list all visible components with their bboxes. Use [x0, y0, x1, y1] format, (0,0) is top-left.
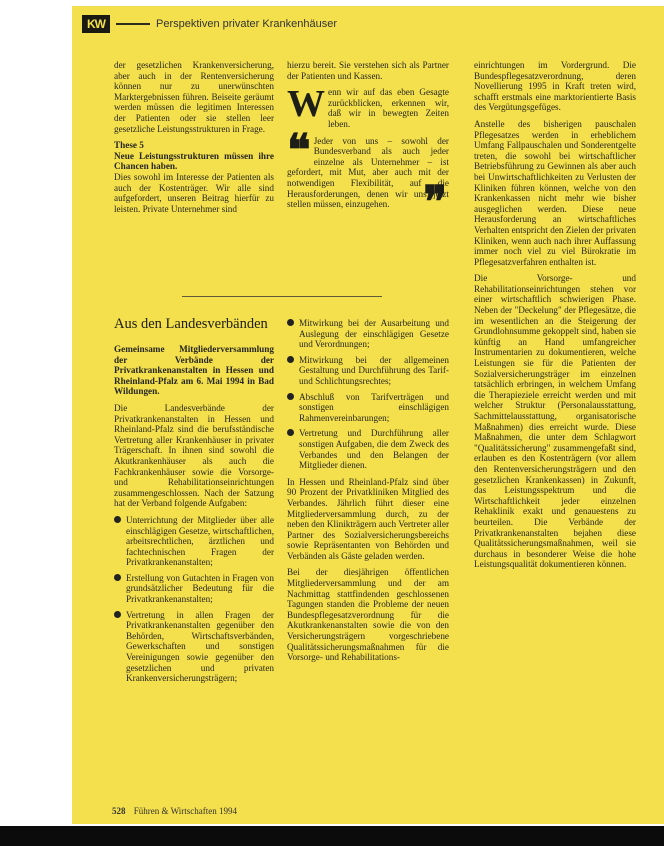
task-list: [114, 515, 274, 684]
close-quote-icon: ❞: [423, 177, 447, 227]
page-number: 528: [112, 806, 126, 816]
thesis-body: Dies sowohl im Interesse der Patienten als auch der Kostenträger. Wir alle sind aufgefordert, unseren Beitrag hierfür zu leisten. Private Unternehmer sind: [114, 171, 274, 214]
bullet-icon: [114, 516, 121, 523]
publication-logo: KW: [82, 15, 110, 33]
section-title: Perspektiven privater Krankenhäuser: [156, 18, 337, 30]
list-item-text: Unterrichtung der Mitglieder über alle einschlägigen Gesetze, wirtschaftlichen, arbeitsrechtlichen, ärztlichen und fachtechnischen Fragen der Privatkrankenanstalten;: [126, 514, 274, 568]
paragraph: Bei der diesjährigen öffentlichen Mitgliederversammlung und der am Nachmittag stattfindenden geschlossenen Tagungen standen die Probleme der neuen Bundespflegesatzverordnung für die Akutkrankenanstalten sowie die von den Versicherungsträgern vorgeschriebene Qualitätssicherungsmaßnahmen für die Vorsorge- und Rehabilitations-: [287, 567, 449, 663]
bullet-icon: [114, 611, 121, 618]
paragraph: Die Vorsorge- und Rehabilitationseinrichtungen stehen vor einer wirtschaftlich schwierigen Phase. Neben der "Deckelung" der Pflegesätze, die im wesentlichen an die Steigerung der Grundlohnsumme gekoppelt sind, haben sie künftig an Hand umfangreicher Instrumentarien zu dokumentieren, welche Leistungen sie für die Patienten der Sozialversicherungsträger im einzelnen tatsächlich erbringen, in welchem Umfang die Therapieziele erreicht werden und mit welcher Struktur (Personalausstattung, Sachmittelausstattung, organisatorische Maßnahmen) dies erreicht wurde. Diese Maßnahmen, die unter dem Schlagwort "Qualitätssicherung" zusammengefaßt sind, erlauben es den Kostenträgern (vor allem den Rentenversicherungsträgern und den gesetzlichen Krankenkassen) in Zukunft, das Leistungsspektrum und die Wirtschaftlichkeit jeder einzelnen Rehaklinik exakt und genauestens zu beurteilen. Die Verbände der Privatkrankenanstalten bejahen diese Qualitätssicherungsmaßnahmen, weil sie durchaus in besonderer Weise die hohe Leistungsqualität dokumentieren können.: [474, 273, 636, 570]
list-item: [287, 355, 449, 387]
section-heading: Aus den Landesverbänden: [114, 316, 268, 332]
bullet-icon: [287, 393, 294, 400]
pull-quote: [287, 125, 449, 227]
paragraph: hierzu bereit. Sie verstehen sich als Partner der Patienten und Kassen.: [287, 60, 449, 81]
paragraph: Die Landesverbände der Privatkrankenanstalten in Hessen und Rheinland-Pfalz sind die berufsständische Vertretung aller Krankenhäuser in privater Trägerschaft. In ihnen sind sowohl die Akutkrankenhäuser als auch die Fachkrankenhäuser sowie die Vorsorge- und Rehabilitationseinrichtungen zusammengeschlossen. Nach der Satzung hat der Verband folgende Aufgaben:: [114, 402, 274, 509]
list-item-text: Mitwirkung bei der allgemeinen Gestaltung und Durchführung des Tarif- und Schlichtungsrechtes;: [299, 354, 449, 386]
list-item: [287, 392, 449, 424]
bullet-icon: [114, 574, 121, 581]
paragraph: einrichtungen im Vordergrund. Die Bundespflegesatzverordnung, deren Novellierung 1995 in Kraft treten wird, schafft erstmals eine marktorientierte Basis des Vergütungsgefüges.: [474, 60, 636, 113]
column-1-top: [114, 60, 274, 220]
section-divider: [182, 296, 382, 297]
list-item-text: Abschluß von Tarifverträgen und sonstigen einschlägigen Rahmenvereinbarungen;: [299, 391, 449, 423]
list-item-text: Vertretung in allen Fragen der Privatkrankenanstalten gegenüber den Behörden, Wirtschaftsverbänden, Gewerkschaften und sonstigen Vereinigungen sowie gegenüber den gesetzlichen und privaten Krankenversicherungsträgern;: [126, 609, 274, 684]
page-footer: [112, 806, 237, 816]
list-item: [114, 573, 274, 605]
pull-quote-text: Jeder von uns – sowohl der Bundesverband als auch jeder einzelne als Unternehmer – ist gefordert, mit Mut, aber auch mit der notwendigen Flexibilität, auf die Herausforderungen, denen wir uns jetzt stellen müssen, einzugehen.: [287, 135, 449, 210]
paragraph: Anstelle des bisherigen pauschalen Pflegesatzes werden in erheblichem Umfang Fallpauschalen und Sonderentgelte treten, die sowohl bei wirtschaftlicher Betriebsführung zu Gewinnen als aber auch bei Unwirtschaftlichkeiten zu Verlusten der Kliniken führen können, welche von den Krankenkassen nicht mehr wie bisher ausgeglichen werden. Diese neue Herausforderung an wirtschaftliches Verhalten entspricht den Zielen der privaten Kliniken, wenn auch nach ihrer Auffassung immer noch viel zu viel Bürokratie im Pflegesatzverfahren enthalten ist.: [474, 118, 636, 267]
list-item-text: Mitwirkung bei der Ausarbeitung und Auslegung der einschlägigen Gesetze und Verordnungen;: [299, 318, 449, 350]
paragraph: der gesetzlichen Krankenversicherung, aber auch in der Rentenversicherung können nur zu unerwünschten Marktergebnissen führen. Beiseite geräumt werden müssen die legitimen Interessen der Patienten oder sie stellen leer gesetzliche Leistungsstrukturen in Frage.: [114, 60, 274, 134]
task-list-continued: [287, 318, 449, 471]
scan-edge: [0, 826, 664, 846]
dropcap-paragraph: [287, 83, 449, 129]
column-3: [474, 60, 636, 576]
lead-paragraph: Gemeinsame Mitgliederversammlung der Verbände der Privatkrankenanstalten in Hessen und Rheinland-Pfalz am 6. Mai 1994 in Bad Wildungen.: [114, 344, 274, 397]
list-item: [114, 515, 274, 568]
paragraph-text: enn wir auf das eben Gesagte zurückblicken, erkennen wir, daß wir in bewegten Zeiten leben.: [328, 87, 449, 129]
open-quote-icon: ❝: [287, 125, 311, 175]
list-item-text: Vertretung und Durchführung aller sonstigen Aufgaben, die dem Zweck des Verbandes und den Belangen der Mitglieder dienen.: [299, 428, 449, 471]
bullet-icon: [287, 356, 294, 363]
page-header: [82, 14, 337, 34]
bullet-icon: [287, 319, 294, 326]
paragraph: In Hessen und Rheinland-Pfalz sind über 90 Prozent der Privatkliniken Mitglied des Verbandes. Jährlich führt dieser eine Mitgliederversammlung durch, zu der neben den Klinikträgern auch Vertreter aller Partner des Sozialversicherungsbereichs sowie Repräsentanten von Behörden und Verbänden als Gäste geladen werden.: [287, 476, 449, 561]
bullet-icon: [287, 429, 294, 436]
thesis-heading: Neue Leistungsstrukturen müssen ihre Chancen haben.: [114, 150, 274, 172]
issue-label: Führen & Wirtschaften 1994: [133, 806, 237, 816]
column-2-top: [287, 60, 449, 227]
dropcap: W: [287, 83, 325, 126]
list-item: [287, 318, 449, 350]
list-item: [287, 428, 449, 470]
list-item: [114, 610, 274, 684]
column-1-bottom: [114, 316, 274, 690]
list-item-text: Erstellung von Gutachten in Fragen von grundsätzlicher Bedeutung für die Privatkrankenanstalten;: [126, 572, 274, 605]
column-2-bottom: [287, 318, 449, 669]
thesis-title: These 5: [114, 140, 144, 151]
header-divider: [116, 23, 150, 25]
